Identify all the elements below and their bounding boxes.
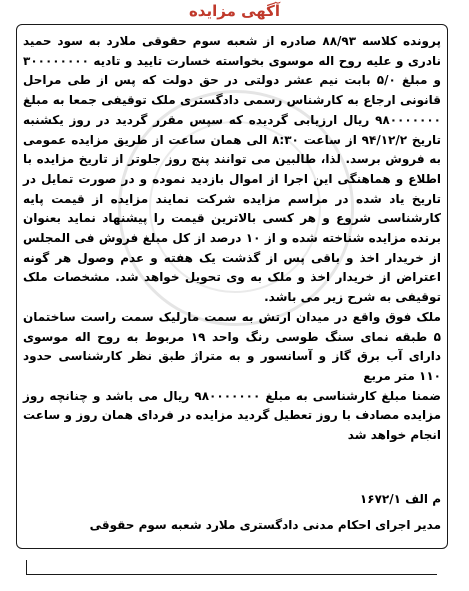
notice-body <box>23 32 441 446</box>
bottom-border <box>26 560 437 575</box>
notice-signature: مدیر اجرای احکام مدنی دادگستری ملارد شعبه سوم حقوقی <box>89 518 441 532</box>
notice-reference: م الف ۱۶۷۲/۱ <box>359 492 441 506</box>
notice-paragraph-case: پرونده کلاسه ۸۸/۹۳ صادره از شعبه سوم حقوقی ملارد به سود حمید نادری و علیه روح اله موسوی بخواسته خسارت تایید و تادیه ۳۰۰۰۰۰۰۰۰ و مبلغ ۵/۰ بابت نیم عشر دولتی در حق دولت که پس از طی مراحل قانونی ارجاع به کارشناس رسمی دادگستری ملک توقیفی جمعا به مبلغ ۹۸۰۰۰۰۰۰۰ ریال ارزیابی گردیده که سپس مقرر گردید در روز یکشنبه تاریخ ۹۴/۱۲/۲ از ساعت ۸:۳۰ الی همان ساعت از طریق مزایده عمومی به فروش برسد. لذا، طالبین می توانند پنج روز جلوتر از تاریخ مزایده با اطلاع و هماهنگی این اجرا از اموال بازدید نموده و در صورت تمایل در تاریخ یاد شده در مراسم مزایده شرکت نمایند مزایده از قیمت پایه کارشناسی شروع و هر کسی بالاترین قیمت را پیشنهاد نماید بعنوان برنده مزایده شناخته شده و از ۱۰ درصد از کل مبلغ فروش فی المجلس از خریدار اخذ و باقی پس از گذشت یک هفته و عدم وصول هر گونه اعتراض از خریدار اخذ و ملک به وی تحویل خواهد شد. مشخصات ملک توقیفی به شرح زیر می باشد. <box>23 34 441 305</box>
notice-paragraph-property: ملک فوق واقع در میدان ارتش به سمت مارلیک سمت راست ساختمان ۵ طبقه نمای سنگ طوسی رنگ واحد ۱۹ مربوط به روح اله موسوی دارای آب برق گاز و آسانسور و به متراژ طبق نظر کارشناسی حدود ۱۱۰ متر مربع <box>23 309 441 383</box>
notice-title: آگهی مزایده <box>188 2 281 20</box>
notice-paragraph-appraisal: ضمنا مبلغ کارشناسی به مبلغ ۹۸۰۰۰۰۰۰۰ ریال می باشد و چنانچه روز مزایده مصادف با روز تعطیل گردید مزایده در فردای همان روز و ساعت انجام خواهد شد <box>23 388 441 443</box>
